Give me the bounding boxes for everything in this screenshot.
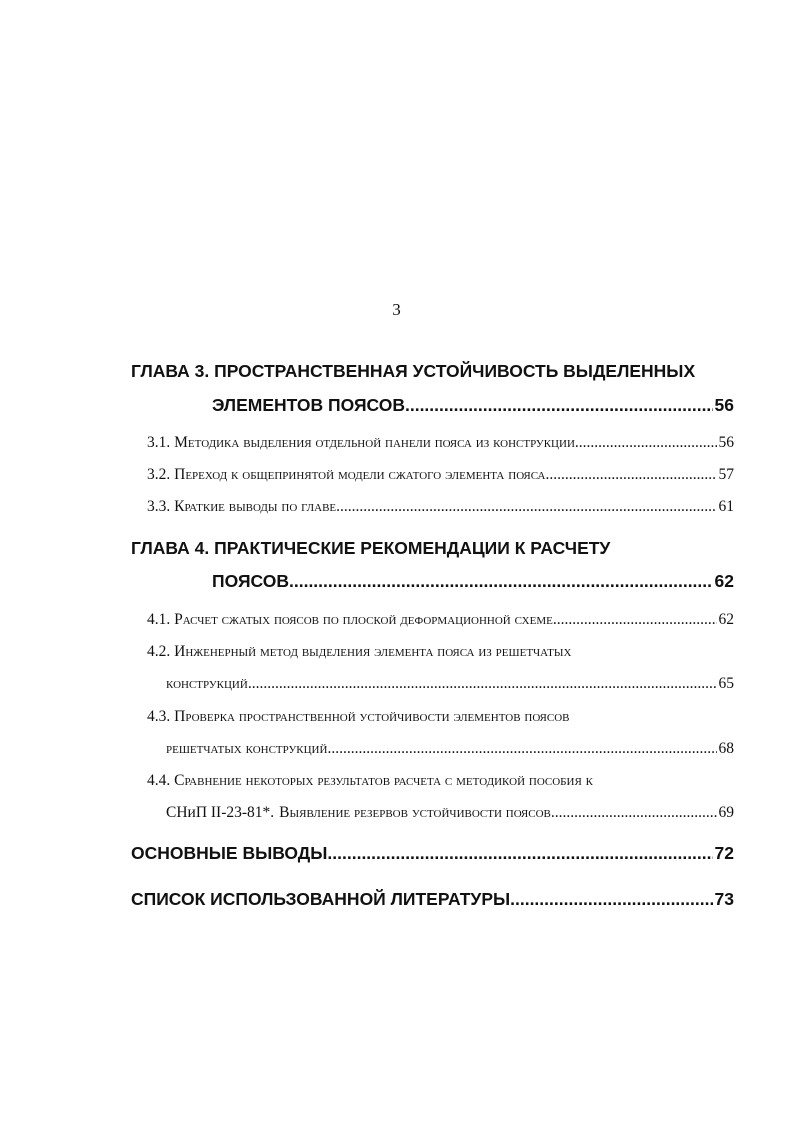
toc-chapter-4-title-line2-text: ПОЯСОВ xyxy=(212,571,289,591)
toc-section-4-3-title-line2: решетчатых конструкций xyxy=(166,740,328,757)
toc-section-4-4-title-line2-prefix: СНиП II-23-81*. xyxy=(166,804,275,821)
toc-leader-dots xyxy=(553,611,717,629)
toc-leader-dots xyxy=(579,434,717,452)
toc-section-3-2-title: 3.2. Переход к общепринятой модели сжатого элемента пояса xyxy=(147,466,546,483)
toc-chapter-3-title-line2-text: ЭЛЕМЕНТОВ ПОЯСОВ. xyxy=(212,395,410,415)
toc-conclusions[interactable] xyxy=(131,843,734,864)
toc-section-4-2-page: 65 xyxy=(718,675,734,692)
toc-section-3-1-page: 56 xyxy=(718,434,734,451)
toc-section-4-1[interactable] xyxy=(147,611,734,629)
toc-chapter-3-page: 56 xyxy=(714,395,734,415)
toc-references[interactable] xyxy=(131,889,734,910)
toc-chapter-4-title-line2[interactable] xyxy=(212,571,734,592)
toc-leader-dots xyxy=(327,843,712,864)
toc-leader-dots xyxy=(410,395,713,416)
toc-leader-dots xyxy=(336,498,716,516)
toc-section-3-2-page: 57 xyxy=(718,466,734,483)
toc-section-4-3-line1[interactable] xyxy=(147,708,734,726)
toc-leader-dots xyxy=(545,466,716,484)
toc-references-title: СПИСОК ИСПОЛЬЗОВАННОЙ ЛИТЕРАТУРЫ xyxy=(131,889,511,909)
toc-references-page: 73 xyxy=(714,889,734,909)
toc-leader-dots xyxy=(289,571,713,592)
toc-section-4-4-title-line1: 4.4. Сравнение некоторых результатов расчета с методикой пособия к xyxy=(147,772,593,789)
toc-section-4-2-line1[interactable] xyxy=(147,643,734,661)
toc-leader-dots xyxy=(327,740,716,758)
toc-chapter-4-title-line1[interactable] xyxy=(131,538,731,559)
toc-section-3-3-page: 61 xyxy=(718,498,734,515)
toc-chapter-3-title-line1-text: ГЛАВА 3. ПРОСТРАНСТВЕННАЯ УСТОЙЧИВОСТЬ ВЫДЕЛЕННЫХ xyxy=(131,361,696,381)
toc-leader-dots xyxy=(510,889,712,910)
toc-section-4-3-title-line1: 4.3. Проверка пространственной устойчивости элементов поясов xyxy=(147,708,570,725)
toc-chapter-4-page: 62 xyxy=(714,571,734,591)
toc-section-3-3[interactable] xyxy=(147,498,734,516)
toc-leader-dots xyxy=(248,675,717,693)
toc-section-4-1-title: 4.1. Расчет сжатых поясов по плоской деформационной схеме xyxy=(147,611,553,628)
page-number: 3 xyxy=(392,300,401,319)
toc-section-4-4-line1[interactable] xyxy=(147,772,734,790)
toc-chapter-3-title-line2[interactable] xyxy=(212,395,734,416)
toc-section-4-2-line2[interactable] xyxy=(166,675,734,693)
toc-conclusions-page: 72 xyxy=(714,843,734,863)
toc-chapter-3-title-line1[interactable] xyxy=(131,361,731,382)
toc-section-3-1-title: 3.1. Методика выделения отдельной панели пояса из конструкции. xyxy=(147,434,579,451)
toc-leader-dots xyxy=(555,804,717,822)
toc-section-4-4-line2[interactable] xyxy=(166,804,734,822)
toc-section-4-1-page: 62 xyxy=(718,611,734,628)
toc-section-3-3-title: 3.3. Краткие выводы по главе xyxy=(147,498,337,515)
toc-chapter-4-title-line1-text: ГЛАВА 4. ПРАКТИЧЕСКИЕ РЕКОМЕНДАЦИИ К РАСЧЕТУ xyxy=(131,538,611,558)
toc-section-4-2-title-line2: конструкций xyxy=(166,675,248,692)
toc-section-4-3-page: 68 xyxy=(718,740,734,757)
toc-conclusions-title: ОСНОВНЫЕ ВЫВОДЫ xyxy=(131,843,328,863)
toc-section-4-3-line2[interactable] xyxy=(166,740,734,758)
toc-section-3-1[interactable] xyxy=(147,434,734,452)
toc-section-3-2[interactable] xyxy=(147,466,734,484)
toc-section-4-2-title-line1: 4.2. Инженерный метод выделения элемента пояса из решетчатых xyxy=(147,643,572,660)
toc-section-4-4-page: 69 xyxy=(718,804,734,821)
toc-section-4-4-title-line2-rest: Выявление резервов устойчивости поясов. xyxy=(279,804,555,821)
